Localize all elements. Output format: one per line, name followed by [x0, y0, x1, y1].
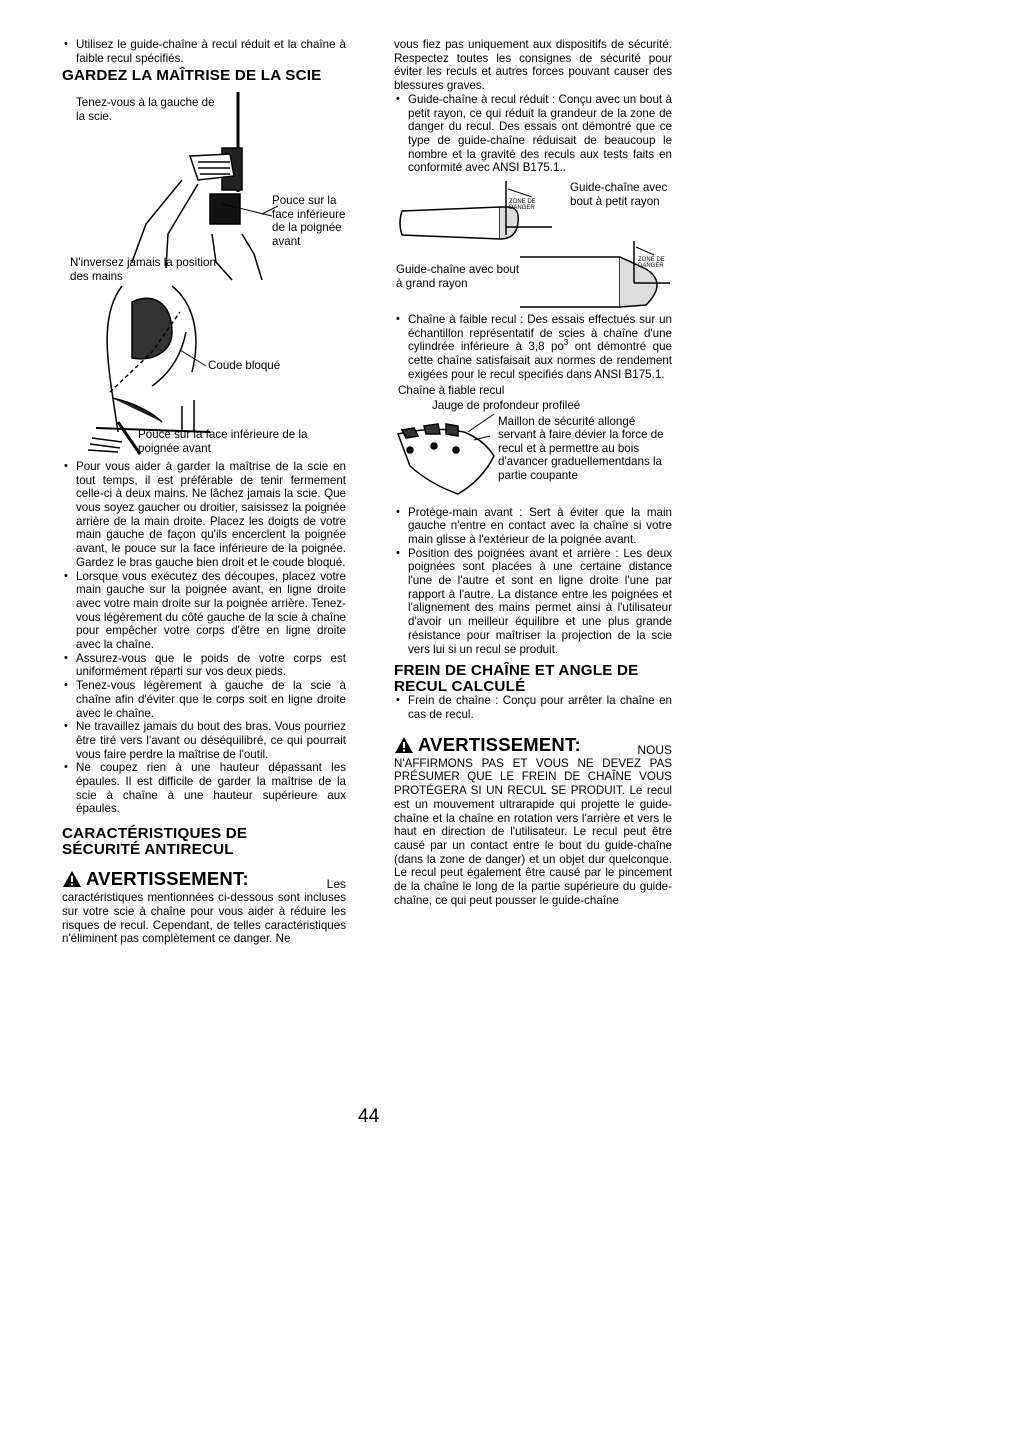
label-chaine-fiable-recul: Chaîne à fiable recul	[398, 383, 505, 397]
bullet-frein-chaine: • Frein de chaîne : Conçu pour arrêter la chaîne en cas de recul.	[394, 694, 672, 721]
warning-text: N'AFFIRMONS PAS ET VOUS NE DEVEZ PAS PRÉSUMER QUE LE FREIN DE CHAÎNE VOUS PROTÉGERA SI UN RECUL SE PRODUIT. Le recul est un mouvement ultrarapide qui projette le guide-chaîne et la chaîne en rotation vers l'arrière et vers le haut en direction de l'utilisateur. Le recul peut être causé par un contact entre le bout du guide-chaîne (dans la zone de danger) et un objet dur quelconque. Le recul peut également être causé par le pincement de la chaîne le long de la partie supérieure du guide-chaîne, ce qui peut pousser le guide-chaîne	[394, 756, 672, 907]
warning-text: caractéristiques mentionnées ci-dessous sont incluses sur votre scie à chaîne pour vous aider à réduire les risques de recul. Cependant, de telles caractéristiques n'éliminent pas complètement ce danger. Ne	[62, 891, 346, 946]
text-part: Chaîne à faible recul : Des essais effectués sur un échantillon représentatif de scies à chaîne d'une cylindrée inférieure à 3,8 po	[408, 313, 672, 354]
figure-hands-position	[62, 84, 346, 282]
bullet-list-item: • Assurez-vous que le poids de votre corps est uniformément réparti sur vos deux pieds.	[62, 652, 346, 679]
label-zone-danger-2: ZONE DE DANGER	[638, 257, 665, 270]
bullet-guide-chaine: • Guide-chaîne à recul réduit : Conçu avec un bout à petit rayon, ce qui réduit la grandeur de la zone de danger du recul. Des essais ont démontré que ce type de guide-chaîne réduisait de beaucoup le nombre et la gravité des reculs aux tests faits en conformité avec ANSI B175.1..	[394, 93, 672, 175]
bullet-position-poignees: • Position des poignées avant et arrière : Les deux poignées sont placées à une certaine distance l'une de l'autre et sont en ligne droite l'une par rapport à l'autre. La distance entre les poignées et l'alignement des mains permet ainsi à l'utilisateur d'avoir un meilleur équilibre et une plus grande résistance pour maîtriser la projection de la scie vers lui si un recul se produit.	[394, 547, 672, 657]
heading-line: CARACTÉRISTIQUES DE	[62, 825, 248, 843]
guide-bullet-list	[394, 93, 672, 175]
label-bout-petit-rayon: Guide-chaîne avec bout à petit rayon	[570, 181, 668, 208]
label-pouce-face-inferieure: Pouce sur la face inférieure de la poignée avant	[272, 193, 346, 248]
left-column	[62, 38, 346, 946]
heading-frein-chaine	[394, 663, 672, 694]
heading-line: SÉCURITÉ ANTIRECUL	[62, 840, 234, 858]
bullet-chaine-faible-recul	[394, 313, 672, 382]
label-ninversez-jamais: N'inversez jamais la position des mains	[70, 255, 216, 283]
warning-tail-word: NOUS	[637, 742, 672, 757]
label-coude-bloque: Coude bloqué	[208, 358, 281, 372]
protege-bullet-list	[394, 506, 672, 657]
warning-header	[394, 734, 672, 757]
warning-tail-word: Les	[326, 877, 346, 892]
intro-bullet-list	[62, 38, 346, 65]
right-column	[394, 38, 672, 907]
label-maillon-securite: Maillon de sécurité allongé servant à faire dévier la force de recul et à permettre au bois d'avancer graduellementdans la partie coupante	[498, 414, 664, 482]
figure-elbow-locked	[62, 282, 346, 458]
bullet-list-item: • Ne coupez rien à une hauteur dépassant les épaules. Il est difficile de garder la maîtrise de la scie à chaîne à une hauteur supérieure aux épaules.	[62, 761, 346, 816]
bullet-protege-main: • Protège-main avant : Sert à éviter que la main gauche n'entre en contact avec la chaîne si votre main glisse à l'extérieur de la poignée avant.	[394, 506, 672, 547]
label-jauge-profondeur: Jauge de profondeur profileé	[432, 398, 581, 412]
chaine-bullet-list	[394, 313, 672, 382]
label-tenez-vous: Tenez-vous à la gauche de la scie.	[76, 95, 215, 123]
warning-title	[394, 734, 581, 756]
heading-caracteristiques	[62, 826, 346, 857]
bullet-list-item: • Ne travaillez jamais du bout des bras. Vous pourriez être tiré vers l'avant ou déséquilibré, ce qui pourrait vous faire perdre la maîtrise de l'outil.	[62, 720, 346, 761]
frein-bullet-list	[394, 694, 672, 721]
chain-link-illustration	[394, 410, 514, 502]
bullet-guide-chaine-recul-reduit: • Utilisez le guide-chaîne à recul réduit et la chaîne à faible recul spécifiés.	[62, 38, 346, 65]
intro-text: vous fiez pas uniquement aux dispositifs de sécurité. Respectez toutes les consignes de sécurité pour éviter les reculs et autres forces pouvant causer des blessures graves.	[394, 38, 672, 93]
warning-triangle-icon	[394, 736, 414, 754]
warning-title-text: AVERTISSEMENT:	[86, 868, 249, 890]
warning-title	[62, 868, 249, 890]
warning-triangle-icon	[62, 870, 82, 888]
label-bout-grand-rayon: Guide-chaîne avec bout à grand rayon	[396, 263, 520, 290]
text-part: ont démontré que cette chaîne satisfaisait aux normes de rendement exigées pour le recul specifiés dans ANSI B175.1.	[408, 340, 672, 381]
warning-title-text: AVERTISSEMENT:	[418, 733, 581, 755]
warning-header	[62, 868, 346, 891]
label-pouce-poignee-avant: Pouce sur la face inférieure de la poignée avant	[138, 427, 308, 455]
figure-chaine-faible-recul	[394, 382, 672, 506]
maitrise-bullet-list	[62, 460, 346, 816]
heading-gardez-maitrise: GARDEZ LA MAÎTRISE DE LA SCIE	[62, 67, 322, 85]
bullet-list-item: • Lorsque vous exécutez des découpes, placez votre main gauche sur la poignée avant, en ligne droite avec votre main droite sur la poignée arrière. Tenez-vous légèrement du côté gauche de la scie à chaîne pour empêcher votre corps d'être en ligne droite avec la chaîne.	[62, 570, 346, 652]
superscript: 3	[563, 338, 569, 348]
page-number: 44	[358, 1106, 380, 1127]
heading-line: FREIN DE CHAÎNE ET ANGLE DE	[394, 662, 639, 680]
bullet-list-item: • Pour vous aider à garder la maîtrise de la scie en tout temps, il est préférable de tenir fermement celle-ci à deux mains. Ne lâchez jamais la scie. Que vous soyez gaucher ou droitier, saisissez la poignée arrière de la main droite. Placez les doigts de votre main gauche de façon qu'ils encerclent la poignée avant, le pouce sur la face inférieure de la poignée. Gardez le bras gauche bien droit et le coude bloqué.	[62, 460, 346, 570]
heading-line: RECUL CALCULÉ	[394, 677, 526, 695]
bullet-list-item: • Tenez-vous légèrement à gauche de la scie à chaîne afin d'éviter que le corps soit en ligne droite avec le chaîne.	[62, 679, 346, 720]
label-zone-danger-1: ZONE DE DANGER	[509, 199, 536, 212]
figure-guide-chaine-comparison	[394, 179, 672, 311]
